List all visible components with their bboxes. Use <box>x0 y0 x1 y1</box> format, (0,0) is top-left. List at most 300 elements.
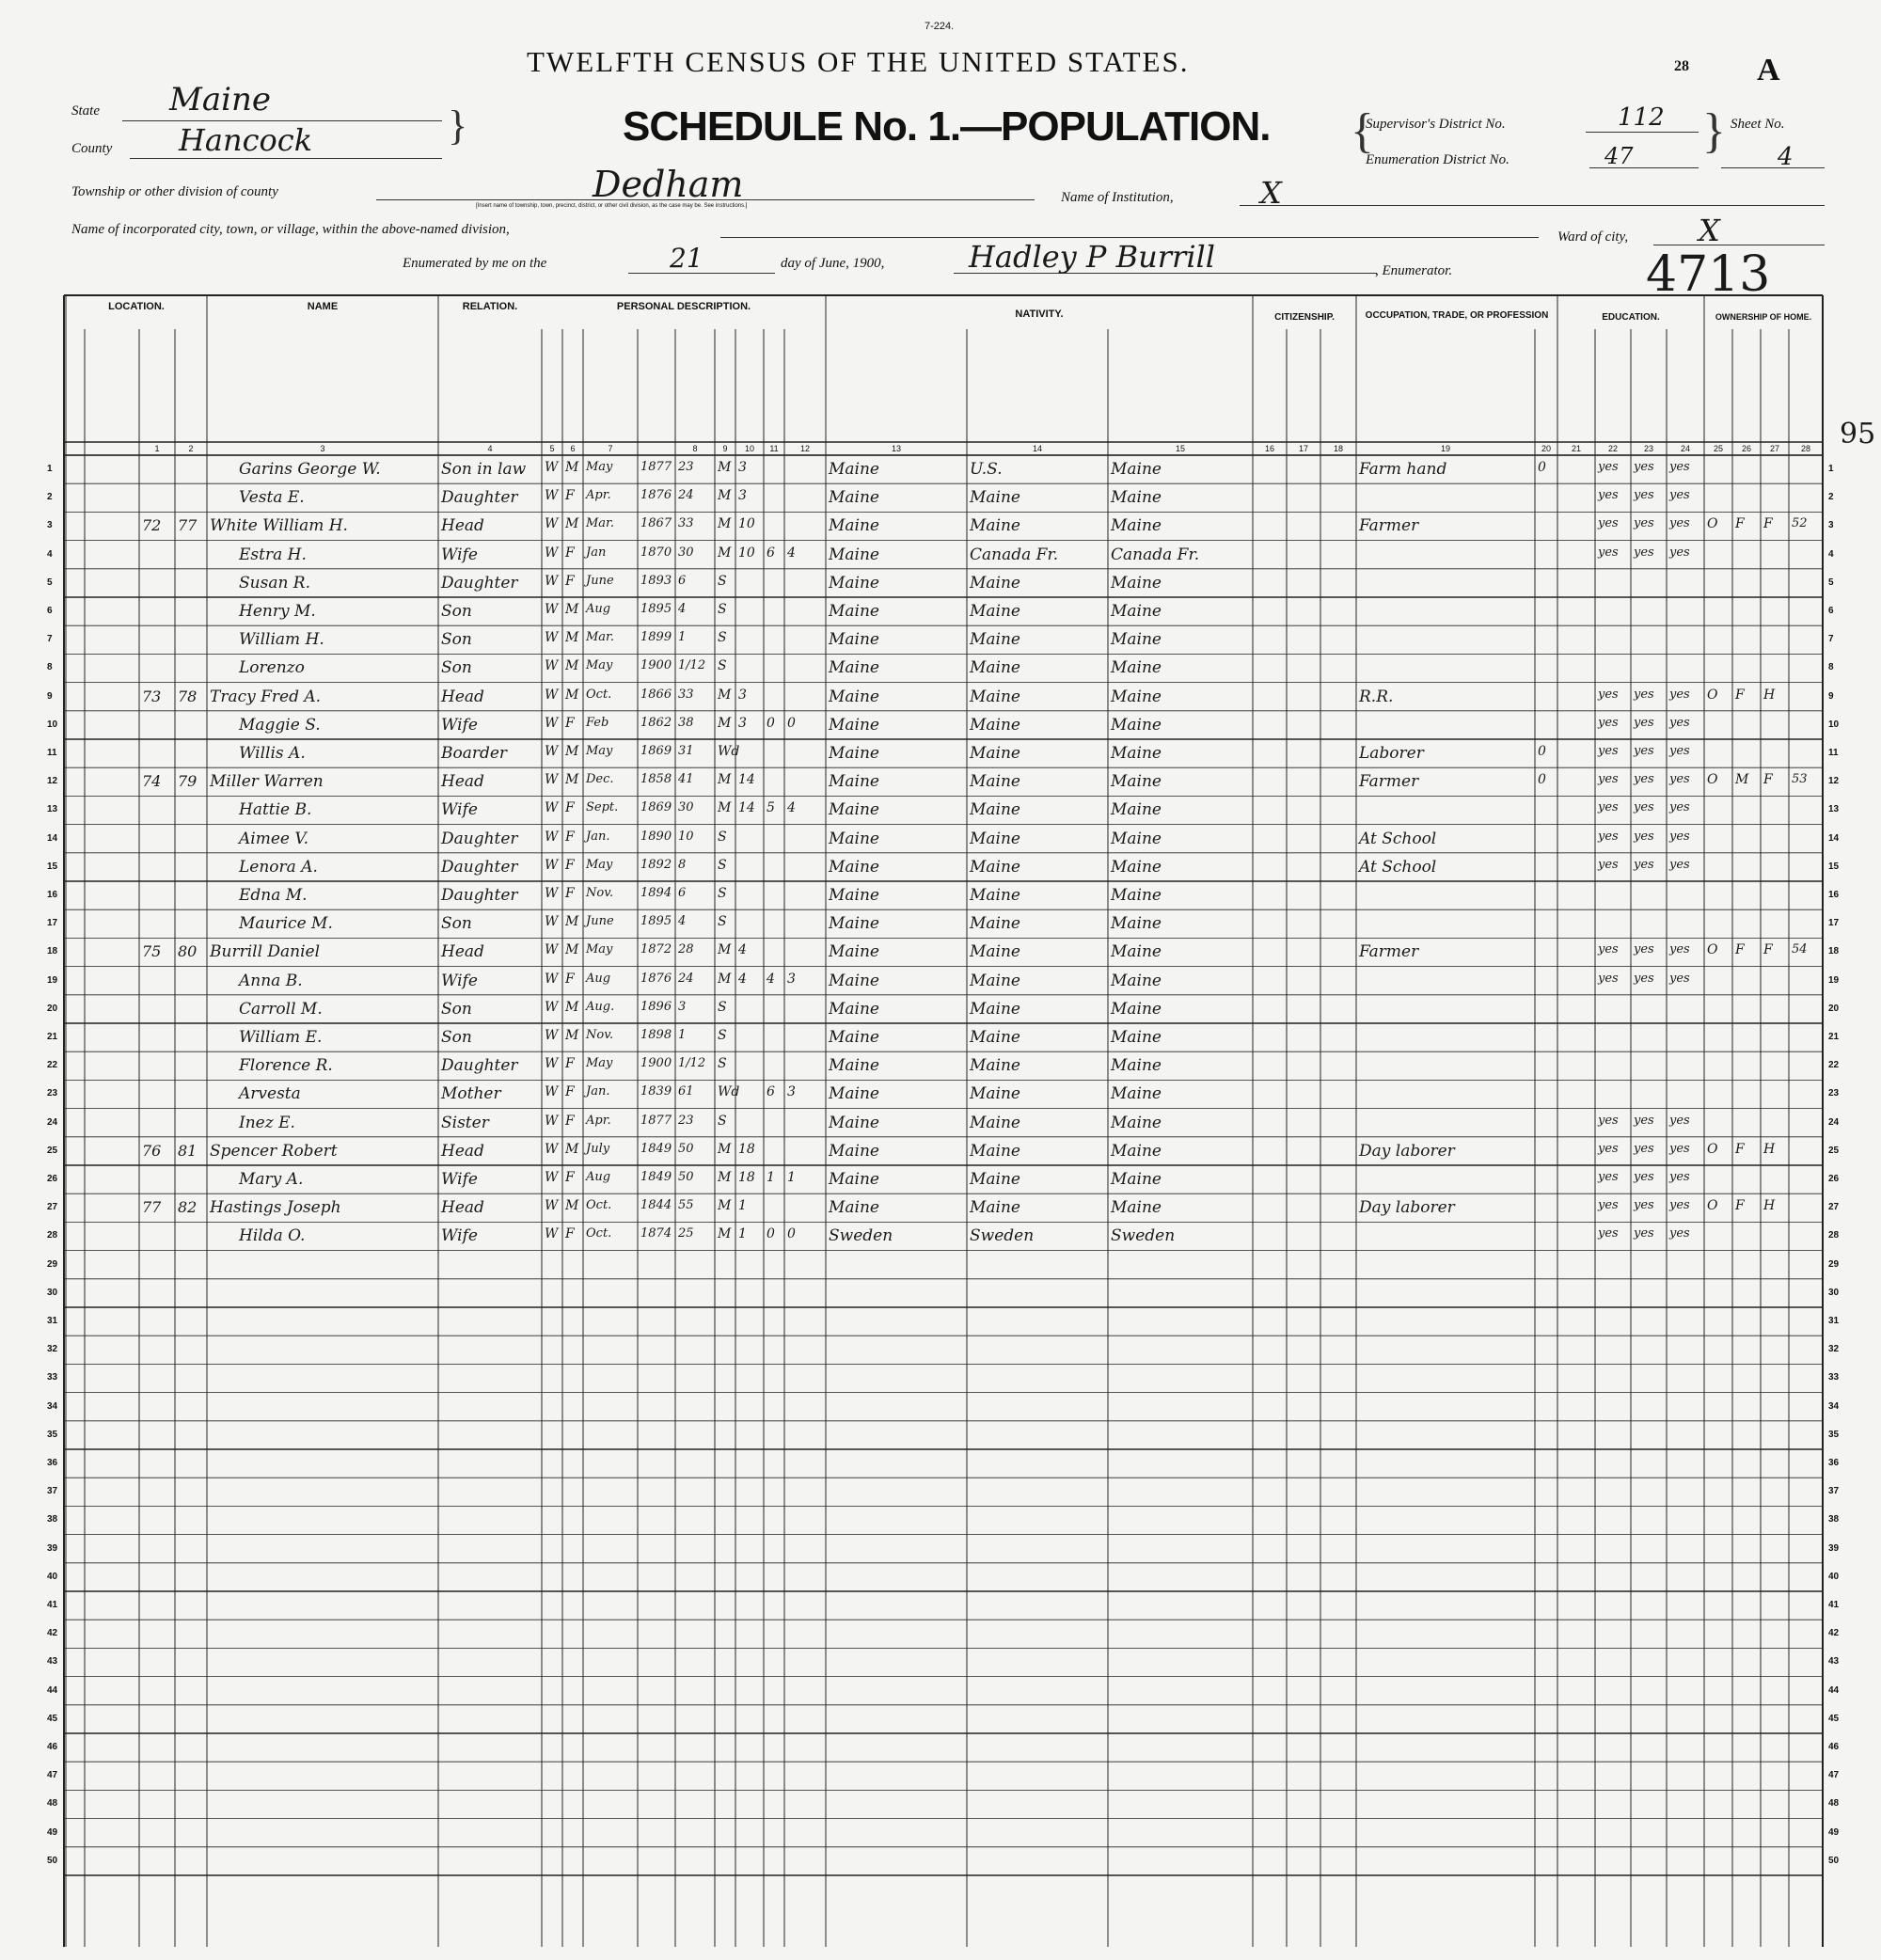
cell-age: 4 <box>678 602 687 616</box>
cell-month: June <box>586 914 614 929</box>
cell-age: 1/12 <box>678 658 706 673</box>
cell-english: yes <box>1669 516 1690 531</box>
row-number: 9 <box>1828 690 1834 702</box>
cell-year: 1849 <box>640 1141 672 1156</box>
row-number: 45 <box>47 1713 58 1724</box>
cell-occupation: Farmer <box>1359 772 1419 792</box>
row-number: 34 <box>47 1400 58 1412</box>
row-number: 40 <box>1828 1571 1840 1582</box>
schedule-title: SCHEDULE No. 1.—POPULATION. <box>623 103 1271 150</box>
cell-age: 50 <box>678 1141 694 1156</box>
row-number: 15 <box>47 861 58 872</box>
cell-color: W <box>545 829 559 845</box>
row-number: 23 <box>1828 1088 1840 1099</box>
column-number: 13 <box>891 444 901 453</box>
cell-age: 33 <box>678 516 694 531</box>
column-number: 7 <box>608 444 613 453</box>
cell-english: yes <box>1669 460 1690 474</box>
cell-read: yes <box>1598 1170 1619 1184</box>
row-number: 37 <box>47 1486 58 1497</box>
cell-year: 1896 <box>640 999 672 1014</box>
cell-owned: O <box>1707 1198 1718 1214</box>
cell-sex: M <box>565 658 579 674</box>
row-number: 11 <box>47 748 57 758</box>
cell-english: yes <box>1669 1113 1690 1128</box>
row-number: 36 <box>1828 1458 1840 1468</box>
cell-read: yes <box>1598 857 1619 872</box>
cell-marital: Wd <box>718 1084 740 1100</box>
cell-name: Inez E. <box>239 1113 295 1132</box>
cell-age: 41 <box>678 772 694 787</box>
column-number: 8 <box>692 444 698 453</box>
cell-dwelling: 74 <box>142 772 162 791</box>
cell-years-married: 18 <box>738 1141 755 1157</box>
column-number: 28 <box>1800 444 1810 453</box>
row-number: 30 <box>1828 1287 1840 1298</box>
cell-relation: Son in law <box>441 460 527 479</box>
column-number: 23 <box>1643 444 1653 453</box>
cell-write: yes <box>1634 488 1654 503</box>
cell-family: 79 <box>178 772 198 791</box>
cell-name: Henry M. <box>239 602 316 621</box>
cell-family: 80 <box>178 942 198 961</box>
row-number: 44 <box>1828 1684 1840 1696</box>
cell-mother-birth: Maine <box>1111 942 1162 962</box>
row-number: 2 <box>47 492 53 503</box>
enumerator-name: Hadley P Burrill <box>969 239 1216 275</box>
row-number: 29 <box>1828 1258 1840 1270</box>
cell-mother-birth: Maine <box>1111 573 1162 593</box>
row-number: 13 <box>1828 804 1840 815</box>
row-number: 1 <box>1828 464 1834 474</box>
cell-father-birth: Maine <box>970 1084 1020 1104</box>
cell-farm: F <box>1763 516 1773 532</box>
cell-father-birth: Maine <box>970 829 1020 848</box>
cell-sex: F <box>565 573 575 589</box>
column-number: 10 <box>744 444 754 453</box>
cell-year: 1869 <box>640 800 672 815</box>
cell-mother-birth: Maine <box>1111 602 1162 621</box>
cell-color: W <box>545 772 559 788</box>
column-number: 12 <box>799 444 810 453</box>
row-number: 12 <box>47 776 58 787</box>
cell-write: yes <box>1634 800 1654 815</box>
cell-sex: F <box>565 829 575 845</box>
cell-mother-birth: Maine <box>1111 971 1162 990</box>
cell-month: Aug. <box>586 999 615 1014</box>
row-number: 7 <box>1828 634 1834 645</box>
cell-sex: F <box>565 800 575 816</box>
enumerated-prefix: Enumerated by me on the <box>403 256 547 271</box>
cell-name: Spencer Robert <box>210 1141 338 1161</box>
cell-birth: Maine <box>829 772 879 792</box>
cell-years-married: 18 <box>738 1170 755 1185</box>
header-education: EDUCATION. <box>1602 312 1660 323</box>
cell-months-unemployed: 0 <box>1538 744 1546 759</box>
row-number: 8 <box>1828 662 1834 673</box>
cell-read: yes <box>1598 800 1619 815</box>
census-page: 7-224. TWELFTH CENSUS OF THE UNITED STATES. 28 A SCHEDULE No. 1.—POPULATION. State Maine County Hancock } { Supervisor's District No. 112 Enumeration District No. 47 } Sheet No. 4 Township or other division of county Dedham [Insert name of township, town, precinct, district, or other civil division, as the case may be. See instructions.] Name of Institution, X Name of incorporated city, town, or village, within the above-named division, Ward of city, X Enumerated by me on the 21 day of June, 1900, Hadley P Burrill , Enumerator. 4713 95 LOCATION. NAME RELATION. PERSONAL DESCRIPTION. NATIVITY. CITIZENSHIP. OCCUPATION, TRADE, OR PROFESSION EDUCATION. OWNERSHIP OF HOME. 1 2 3 4 5 6 7 8 9 10 11 12 13 14 15 16 17 18 19 20 21 22 23 24 25 26 27 28 1 1 Garins George W. Son in law W M May 1877 23 M 3 Maine U.S. Maine Farm hand 0 yes yes yes 2 2 Vesta E. Daughter W F Apr. 1876 24 M 3 Maine Maine Maine yes yes yes 3 3 72 77 White William H. Head W M Mar. 1867 33 M 10 Maine Maine Maine Farmer yes yes yes O F F 52 4 4 Estra H. Wife W F Jan 1870 30 M 10 6 4 Maine Canada Fr. Canada Fr. yes yes yes 5 5 Susan R. Daughter W F June 1893 6 S Maine Maine Maine 6 6 Henry M. Son W M Aug 1895 4 S Maine Maine Maine 7 7 William H. Son W M Mar. 1899 1 S Maine Maine Maine 8 8 Lorenzo Son W M May 1900 1/12 S Maine Maine Maine 9 9 73 78 Tracy Fred A. Head W M Oct. 1866 33 M 3 Maine Maine Maine R.R. yes yes yes O F H 10 10 Maggie S. Wife W F Feb 1862 38 M 3 0 0 Maine Maine Maine yes yes yes 11 11 Willis A. Boarder W M May 1869 31 Wd Maine Maine Maine Laborer 0 yes yes yes 12 12 74 79 Miller Warren Head W M Dec. 1858 41 M 14 Maine Maine Maine Farmer 0 yes yes yes O M F 53 13 13 Hattie B. Wife W F Sept. 1869 30 M 14 5 4 Maine Maine Maine yes yes yes 14 14 Aimee V. Daughter W F Jan. 1890 10 S Maine Maine Maine At School yes yes yes 15 15 Lenora A. Daughter W F May 1892 8 S Maine Maine Maine At School yes yes yes 16 16 Edna M. Daughter W F Nov. 1894 6 S Maine Maine Maine 17 17 Maurice M. Son W M June 1895 4 S Maine Maine Maine 18 18 75 80 Burrill Daniel Head W M May 1872 28 M 4 Maine Maine Maine Farmer yes yes yes O F F 54 19 19 Anna B. Wife W F Aug 1876 24 M 4 4 3 Maine Maine Maine yes yes yes 20 20 Carroll M. Son W M Aug. 1896 3 S Maine Maine Maine 21 21 William E. Son W M Nov. 1898 1 S Maine Maine Maine 22 22 Florence R. Daughter W F May 1900 1/12 S Maine Maine Maine 23 23 Arvesta Mother W F Jan. 1839 61 Wd 6 3 Maine Maine Maine 24 24 Inez E. Sister W F Apr. 1877 23 S Maine Maine Maine yes yes yes 25 25 76 81 Spencer Robert Head W M July 1849 50 M 18 Maine Maine Maine Day laborer yes yes yes O F H 26 26 Mary A. Wife W F Aug 1849 50 M 18 1 1 Maine Maine Maine yes yes yes 27 27 77 82 Hastings Joseph Head W M Oct. 1844 55 M 1 Maine Maine Maine Day laborer yes yes yes O F H 28 28 Hilda O. Wife W F Oct. 1874 25 M 1 0 0 Sweden Sweden Sweden yes yes yes 29 29 30 30 31 31 32 32 33 33 34 34 35 35 36 36 37 37 38 38 39 39 40 40 41 41 42 42 43 43 44 44 45 45 46 46 47 47 48 48 49 49 50 50 <box>0 0 1881 1960</box>
cell-read: yes <box>1598 1113 1619 1128</box>
cell-relation: Daughter <box>441 857 518 877</box>
cell-age: 3 <box>678 999 687 1014</box>
cell-family: 82 <box>178 1198 198 1217</box>
cell-marital: M <box>718 942 732 958</box>
cell-sex: F <box>565 488 575 504</box>
cell-years-married: 10 <box>738 545 755 561</box>
cell-birth: Sweden <box>829 1226 893 1246</box>
cell-read: yes <box>1598 1198 1619 1213</box>
cell-month: Aug <box>586 602 611 616</box>
cell-relation: Wife <box>441 545 478 564</box>
cell-mother-of: 0 <box>767 1226 775 1242</box>
cell-read: yes <box>1598 829 1619 844</box>
header-nativity: NATIVITY. <box>1015 308 1064 320</box>
cell-month: May <box>586 460 613 474</box>
cell-birth: Maine <box>829 1028 879 1047</box>
township-note: [Insert name of township, town, precinct, district, or other civil division, as the case may be. See instructions.] <box>476 203 748 209</box>
cell-age: 55 <box>678 1198 694 1213</box>
column-number: 2 <box>188 444 194 453</box>
row-number: 44 <box>47 1684 58 1696</box>
cell-month: Aug <box>586 971 611 986</box>
cell-marital: M <box>718 516 732 532</box>
row-number: 16 <box>1828 890 1840 900</box>
row-number: 33 <box>47 1372 58 1383</box>
cell-english: yes <box>1669 744 1690 758</box>
cell-relation: Daughter <box>441 829 518 848</box>
institution-label: Name of Institution, <box>1061 190 1174 205</box>
row-number: 47 <box>47 1770 58 1781</box>
cell-free: F <box>1735 1141 1745 1157</box>
cell-mother-birth: Maine <box>1111 1198 1162 1218</box>
cell-age: 50 <box>678 1170 694 1184</box>
row-number: 21 <box>1828 1032 1840 1042</box>
cell-father-birth: Maine <box>970 971 1020 990</box>
cell-occupation: Day laborer <box>1359 1198 1455 1218</box>
cell-farm: F <box>1763 942 1773 958</box>
cell-write: yes <box>1634 715 1654 730</box>
column-number: 17 <box>1298 444 1308 453</box>
header-relation: RELATION. <box>462 301 518 312</box>
column-number: 6 <box>570 444 576 453</box>
cell-age: 6 <box>678 886 687 900</box>
cell-birth: Maine <box>829 602 879 621</box>
cell-age: 23 <box>678 460 694 474</box>
row-number: 48 <box>1828 1798 1840 1810</box>
cell-relation: Daughter <box>441 1056 518 1076</box>
cell-month: July <box>586 1141 610 1156</box>
cell-color: W <box>545 460 559 475</box>
supervisor-district-label: Supervisor's District No. <box>1366 117 1506 132</box>
column-number: 4 <box>487 444 493 453</box>
cell-name: William H. <box>239 630 324 650</box>
cell-name: White William H. <box>210 516 348 536</box>
cell-english: yes <box>1669 687 1690 702</box>
row-number: 27 <box>47 1202 58 1213</box>
cell-years-married: 10 <box>738 516 755 532</box>
cell-age: 1 <box>678 1028 687 1042</box>
row-number: 17 <box>47 918 58 929</box>
cell-father-birth: Maine <box>970 715 1020 735</box>
cell-relation: Son <box>441 999 472 1019</box>
row-number: 49 <box>47 1826 58 1838</box>
cell-relation: Son <box>441 914 472 934</box>
row-number: 16 <box>47 890 58 900</box>
column-number: 18 <box>1333 444 1343 453</box>
row-number: 47 <box>1828 1770 1840 1781</box>
row-number: 28 <box>47 1230 58 1241</box>
cell-color: W <box>545 687 559 703</box>
cell-english: yes <box>1669 715 1690 730</box>
row-number: 2 <box>1828 492 1834 503</box>
cell-read: yes <box>1598 942 1619 957</box>
row-number: 17 <box>1828 918 1840 929</box>
row-number: 20 <box>47 1003 58 1014</box>
cell-family: 81 <box>178 1141 198 1160</box>
cell-color: W <box>545 1226 559 1242</box>
cell-year: 1895 <box>640 914 672 929</box>
cell-father-birth: Maine <box>970 1028 1020 1047</box>
row-number: 38 <box>1828 1514 1840 1525</box>
cell-month: Feb <box>586 715 609 730</box>
cell-name: Estra H. <box>239 545 307 564</box>
cell-mother-birth: Maine <box>1111 715 1162 735</box>
cell-father-birth: Maine <box>970 914 1020 934</box>
column-number: 16 <box>1264 444 1274 453</box>
cell-marital: S <box>718 857 727 873</box>
cell-mother-of: 5 <box>767 800 775 816</box>
cell-mother-birth: Maine <box>1111 914 1162 934</box>
cell-month: May <box>586 744 613 758</box>
cell-mother-birth: Maine <box>1111 460 1162 479</box>
cell-write: yes <box>1634 1113 1654 1128</box>
header-personal-description: PERSONAL DESCRIPTION. <box>616 301 751 312</box>
ward-label: Ward of city, <box>1557 229 1629 245</box>
row-number: 50 <box>1828 1855 1840 1866</box>
cell-name: Maurice M. <box>239 914 333 934</box>
cell-name: Hastings Joseph <box>210 1198 341 1218</box>
cell-year: 1867 <box>640 516 672 531</box>
row-number: 15 <box>1828 861 1840 872</box>
cell-write: yes <box>1634 545 1654 560</box>
cell-color: W <box>545 1141 559 1157</box>
cell-write: yes <box>1634 857 1654 872</box>
cell-age: 28 <box>678 942 694 957</box>
cell-father-birth: Canada Fr. <box>970 545 1059 564</box>
cell-dwelling: 76 <box>142 1141 162 1160</box>
state-label: State <box>71 103 100 119</box>
cell-relation: Wife <box>441 1226 478 1246</box>
cell-marital: M <box>718 1170 732 1185</box>
row-number: 42 <box>1828 1628 1840 1639</box>
row-number: 3 <box>47 520 53 531</box>
row-number: 45 <box>1828 1713 1840 1724</box>
cell-dwelling: 72 <box>142 516 162 535</box>
cell-year: 1876 <box>640 488 672 503</box>
cell-english: yes <box>1669 942 1690 957</box>
cell-year: 1900 <box>640 658 672 673</box>
row-number: 49 <box>1828 1826 1840 1838</box>
cell-month: May <box>586 857 613 872</box>
cell-color: W <box>545 630 559 646</box>
cell-month: Aug <box>586 1170 611 1184</box>
cell-dwelling: 75 <box>142 942 162 961</box>
cell-marital: M <box>718 1198 732 1214</box>
cell-write: yes <box>1634 1226 1654 1241</box>
cell-father-birth: Maine <box>970 857 1020 877</box>
column-number: 11 <box>769 444 779 453</box>
row-number: 10 <box>47 719 58 730</box>
row-number: 18 <box>47 946 58 957</box>
cell-years-married: 3 <box>738 488 747 504</box>
cell-marital: M <box>718 545 732 561</box>
row-number: 46 <box>1828 1742 1840 1752</box>
cell-living: 3 <box>787 1084 796 1100</box>
enumerated-day: 21 <box>670 243 703 274</box>
cell-marital: S <box>718 630 727 646</box>
film-number: 4713 <box>1646 246 1771 303</box>
column-number: 1 <box>154 444 160 453</box>
row-number: 10 <box>1828 719 1840 730</box>
cell-sex: F <box>565 715 575 731</box>
cell-father-birth: Maine <box>970 1198 1020 1218</box>
cell-month: Oct. <box>586 1198 612 1213</box>
column-number: 5 <box>549 444 555 453</box>
state-value: Maine <box>169 81 271 119</box>
row-number: 6 <box>47 606 53 616</box>
cell-birth: Maine <box>829 516 879 536</box>
cell-birth: Maine <box>829 914 879 934</box>
cell-living: 0 <box>787 715 796 731</box>
row-number: 50 <box>47 1855 58 1866</box>
cell-mother-birth: Maine <box>1111 744 1162 763</box>
cell-sex: M <box>565 602 579 617</box>
cell-month: Mar. <box>586 516 614 531</box>
cell-sex: M <box>565 630 579 646</box>
cell-living: 0 <box>787 1226 796 1242</box>
header-ownership: OWNERSHIP OF HOME. <box>1715 312 1812 322</box>
cell-mother-birth: Maine <box>1111 687 1162 706</box>
row-number: 41 <box>1828 1600 1840 1610</box>
cell-living: 1 <box>787 1170 796 1185</box>
row-number: 1 <box>47 464 53 474</box>
cell-year: 1877 <box>640 1113 672 1128</box>
cell-farm: H <box>1763 687 1776 703</box>
column-number: 20 <box>1541 444 1551 453</box>
row-number: 22 <box>47 1060 58 1071</box>
cell-sex: M <box>565 1028 579 1043</box>
row-number: 22 <box>1828 1060 1840 1071</box>
cell-birth: Maine <box>829 658 879 678</box>
cell-marital: S <box>718 1113 727 1129</box>
row-number: 36 <box>47 1458 58 1468</box>
cell-years-married: 4 <box>738 942 747 958</box>
cell-owned: O <box>1707 687 1718 703</box>
cell-color: W <box>545 914 559 930</box>
enumeration-district-label: Enumeration District No. <box>1366 152 1510 167</box>
cell-living: 4 <box>787 545 796 561</box>
row-number: 32 <box>47 1344 58 1355</box>
cell-month: Oct. <box>586 687 612 702</box>
row-number: 35 <box>1828 1429 1840 1440</box>
cell-english: yes <box>1669 1170 1690 1184</box>
cell-birth: Maine <box>829 630 879 650</box>
cell-birth: Maine <box>829 971 879 990</box>
cell-year: 1869 <box>640 744 672 758</box>
cell-living: 3 <box>787 971 796 987</box>
cell-birth: Maine <box>829 460 879 479</box>
cell-mother-birth: Maine <box>1111 999 1162 1019</box>
cell-age: 30 <box>678 545 694 560</box>
cell-sex: M <box>565 1141 579 1157</box>
cell-name: Hattie B. <box>239 800 312 820</box>
cell-month: Nov. <box>586 886 614 900</box>
cell-color: W <box>545 1028 559 1043</box>
cell-color: W <box>545 857 559 873</box>
cell-english: yes <box>1669 1198 1690 1213</box>
cell-write: yes <box>1634 460 1654 474</box>
row-number: 25 <box>1828 1145 1840 1156</box>
cell-read: yes <box>1598 971 1619 986</box>
cell-name: Mary A. <box>239 1170 304 1189</box>
cell-occupation: Farmer <box>1359 516 1419 536</box>
cell-father-birth: Maine <box>970 772 1020 792</box>
cell-birth: Maine <box>829 942 879 962</box>
cell-farm: H <box>1763 1198 1776 1214</box>
cell-schedule: 52 <box>1792 516 1808 531</box>
cell-marital: S <box>718 886 727 901</box>
cell-english: yes <box>1669 857 1690 872</box>
cell-age: 4 <box>678 914 687 929</box>
cell-relation: Son <box>441 658 472 678</box>
cell-mother-of: 6 <box>767 545 775 561</box>
cell-mother-birth: Maine <box>1111 857 1162 877</box>
cell-free: F <box>1735 687 1745 703</box>
township-value: Dedham <box>593 164 744 205</box>
enumerated-mid: day of June, 1900, <box>781 256 885 271</box>
cell-mother-of: 4 <box>767 971 775 987</box>
cell-month: May <box>586 1056 613 1071</box>
cell-color: W <box>545 886 559 901</box>
cell-years-married: 3 <box>738 460 747 475</box>
cell-name: Miller Warren <box>210 772 324 792</box>
cell-color: W <box>545 999 559 1015</box>
column-number: 15 <box>1175 444 1185 453</box>
cell-english: yes <box>1669 772 1690 787</box>
cell-color: W <box>545 744 559 759</box>
cell-years-married: 1 <box>738 1198 747 1214</box>
cell-birth: Maine <box>829 1141 879 1161</box>
cell-name: Vesta E. <box>239 488 305 508</box>
cell-year: 1874 <box>640 1226 672 1241</box>
column-number: 26 <box>1741 444 1751 453</box>
cell-age: 1/12 <box>678 1056 706 1071</box>
cell-month: Jan. <box>586 829 610 844</box>
cell-marital: S <box>718 999 727 1015</box>
column-number: 9 <box>722 444 728 453</box>
column-number: 27 <box>1769 444 1779 453</box>
cell-relation: Head <box>441 1141 484 1161</box>
cell-read: yes <box>1598 687 1619 702</box>
cell-father-birth: Maine <box>970 630 1020 650</box>
cell-write: yes <box>1634 1198 1654 1213</box>
cell-year: 1844 <box>640 1198 672 1213</box>
cell-read: yes <box>1598 460 1619 474</box>
row-number: 23 <box>47 1088 58 1099</box>
column-number: 14 <box>1032 444 1042 453</box>
row-number: 31 <box>47 1316 58 1326</box>
